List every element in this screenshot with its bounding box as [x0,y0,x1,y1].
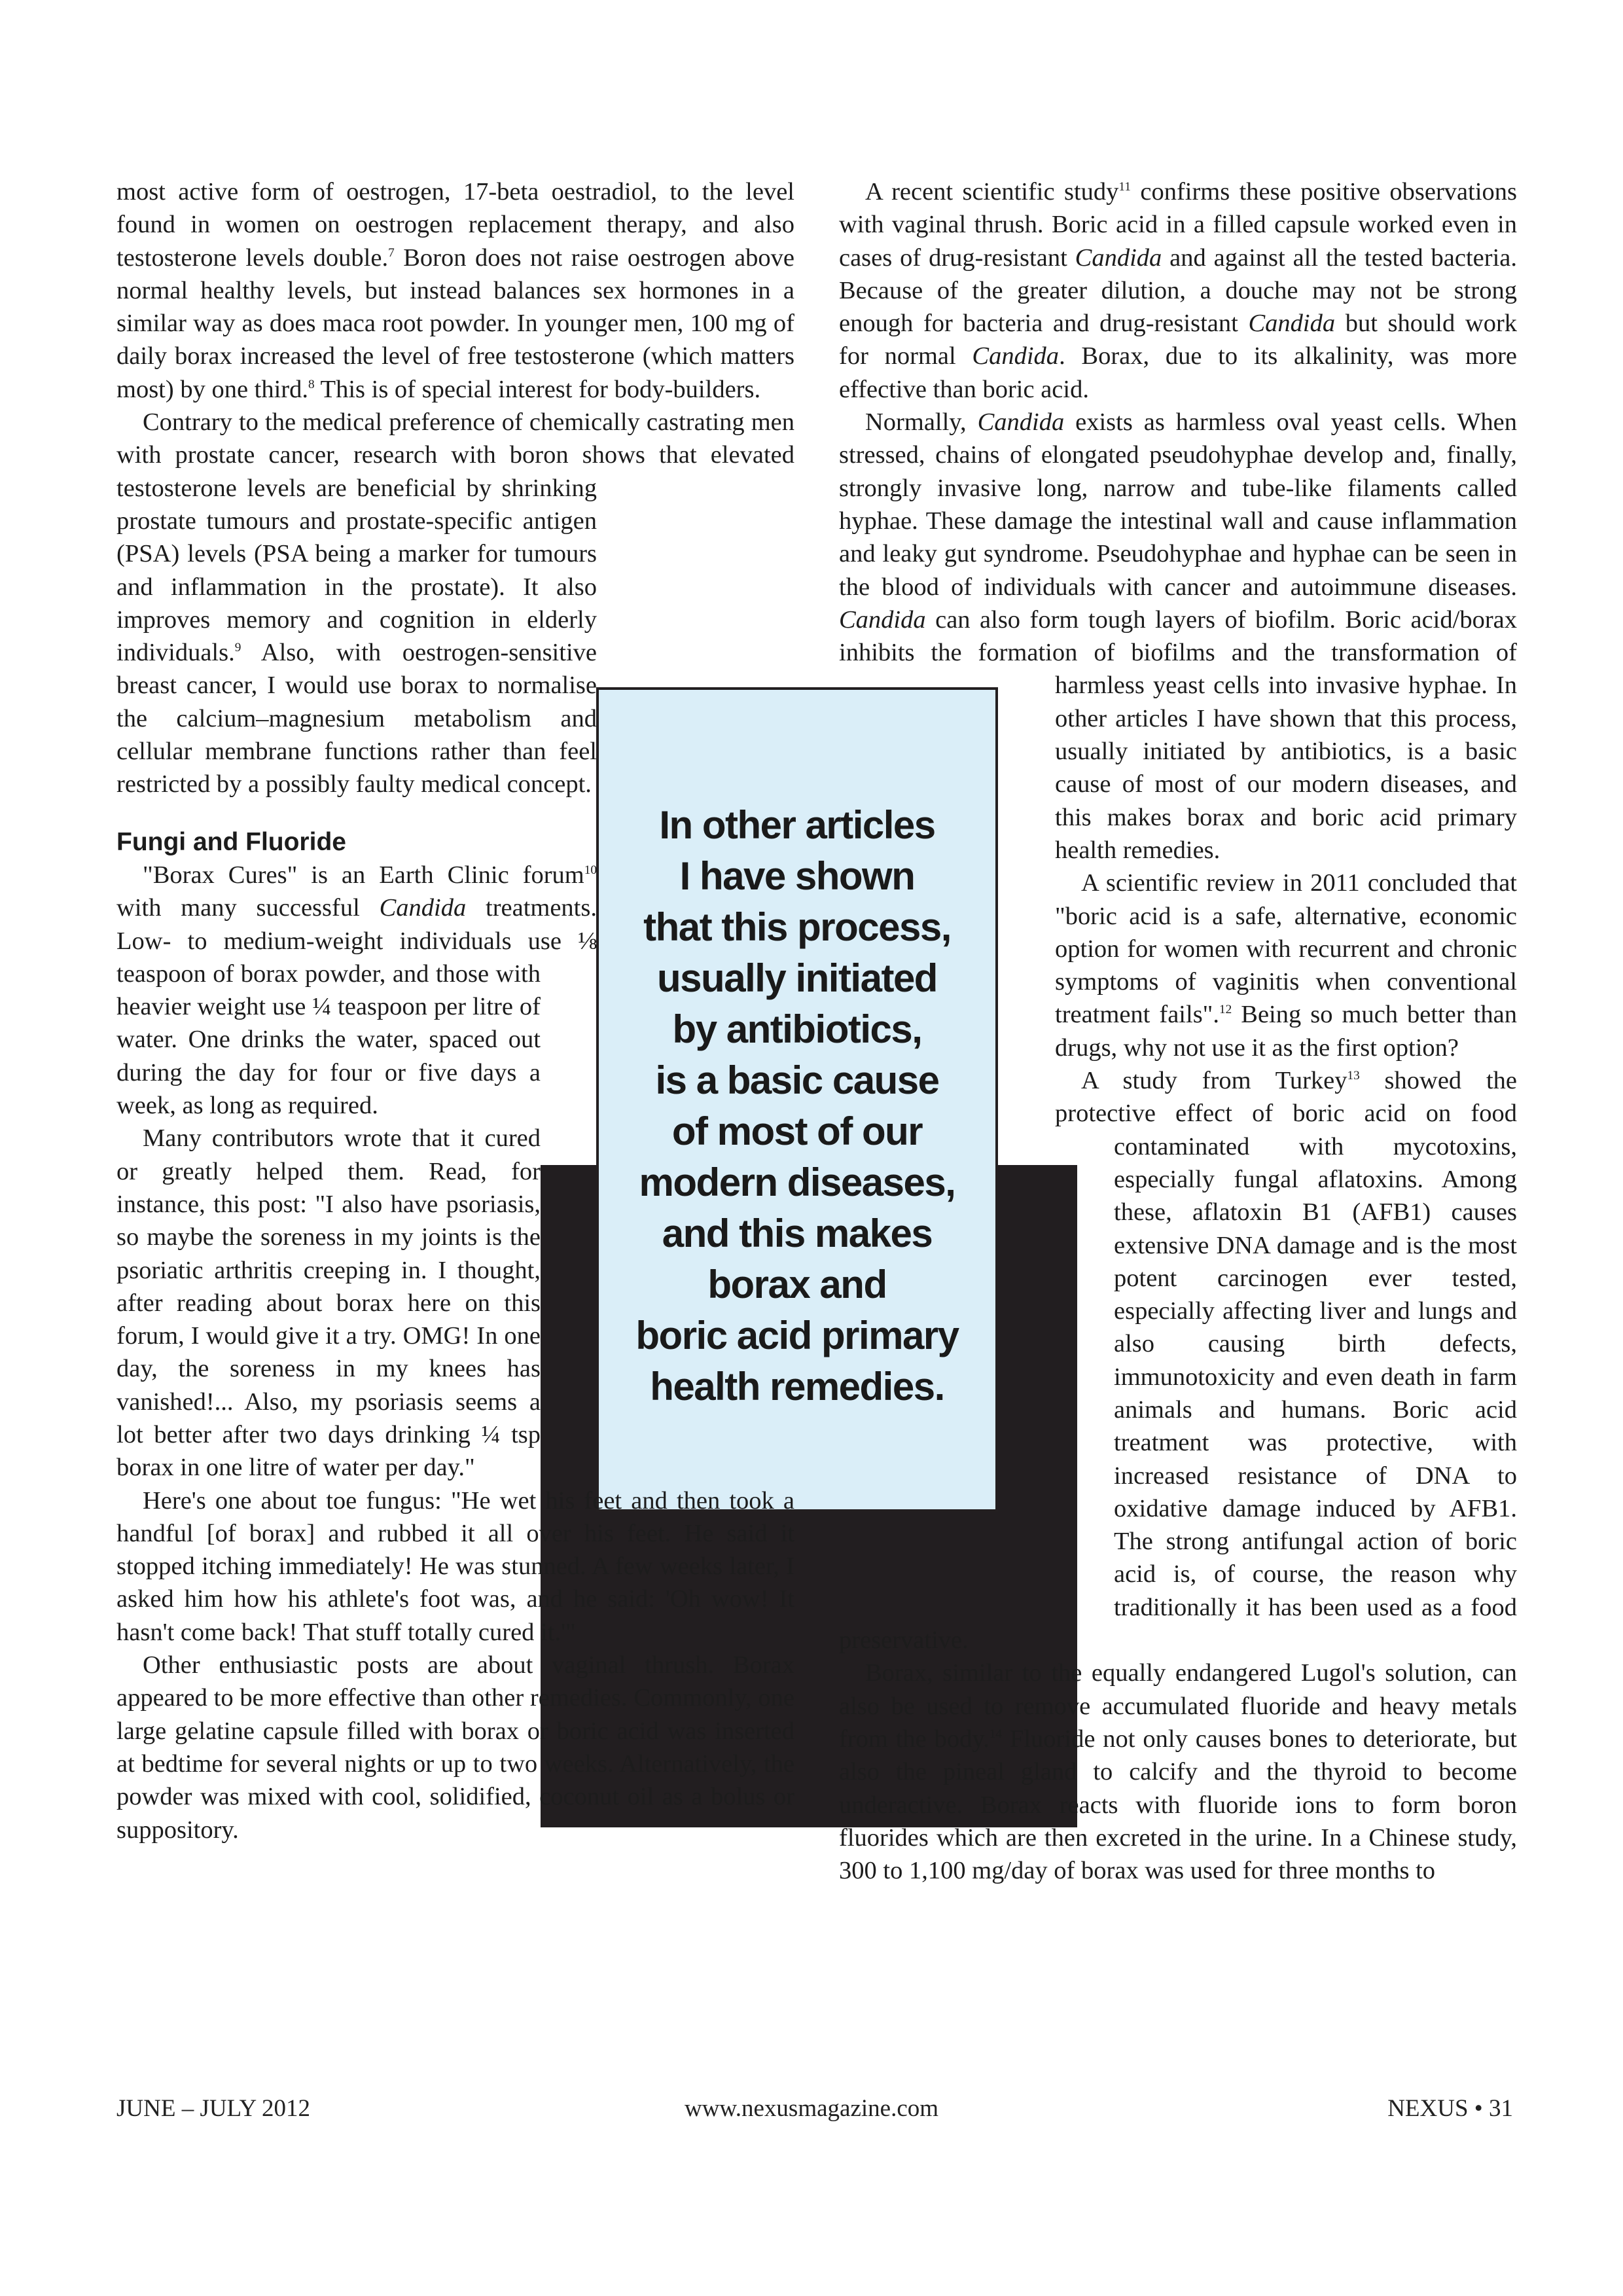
paragraph: Many contributors wrote that it cured or greatly helped them. Read, for instance, this post: "I also have psoriasis, so maybe the soreness in my joints is the psoriatic arthritis creeping in. I thought, after reading about borax here on this forum, I would give it a try. OMG! In one day, the soreness in my knees has vanished!... Also, my psoriasis seems a lot better after two days drinking ¼ tsp borax in one litre of water per day." [116,1124,541,1482]
paragraph: Other enthusiastic posts are about vaginal thrush. Borax appeared to be more effective than other remedies. Commonly, one large gelatine capsule filled with borax or boric acid was inserted at bedtime for several nights or up to two weeks. Alternatively, the powder was mixed with cool, solidified, coconut oil as a bolus or suppository. [116,1651,794,1844]
paragraph: most active form of oestrogen, 17-beta oestradiol, to the level found in women on oestrogen replacement therapy, and also testosterone levels double.$^7$ Boron does not raise oestrogen above normal healthy levels, but instead balances sex hormones in a similar way as does maca root powder. In younger men, 100 mg of daily borax increased the level of free testosterone (which matters most) by one third.$^8$ This is of special interest for body-builders. [116,178,795,403]
paragraph: A recent scientific study$^{11}$ confirms these positive observations with vaginal thrush. Boric acid in a filled capsule worked even in cases of drug-resistant Candida and against all the tested bacteria. Because of the greater dilution, a douche may not be strong enough for bacteria and drug-resistant Candida but should work for normal Candida. Borax, due to its alkalinity, was more effective than boric acid. [839,178,1518,403]
paragraph: A scientific review in 2011 concluded that "boric acid is a safe, alternative, economic option for women with recurrent and chronic symptoms of vaginitis when conventional treatment fails".$^{12}$ Being so much better than drugs, why not use it as the first option? [1055,869,1517,1062]
paragraph: Contrary to the medical preference of chemically castrating men with prostate cancer, research with boron shows that elevated testosterone levels are beneficial by shrinking prostate tumours and prostate-specific antigen (PSA) levels (PSA being a marker for tumours and inflammation in the prostate). It also improves memory and cognition in elderly individuals.$^9$ Also, with oestrogen-sensitive breast cancer, I would use borax to normalise the calcium–magnesium metabolism and cellular membrane functions rather than feel restricted by a possibly faulty medical concept. [116,408,794,798]
footer-page-number: NEXUS • 31 [1387,2095,1513,2122]
paragraph: Borax, similar to the equally endangered Lugol's solution, can also be used to remove accumulated fluoride and heavy metals from the body.$^{14}$ Fluoride not only causes bones to deteriorate, but also the pineal gland to calcify and the thyroid to become underactive. Borax reacts with fluoride ions to form boron fluorides which are then excreted in the urine. In a Chinese study, 300 to 1,100 mg/day of borax was used for three months to [839,1659,1517,1885]
paragraph: Here's one about toe fungus: "He wet his feet and then took a handful [of borax] and rubbed it all over his feet. He said it stopped itching immediately! He was stunned. A few weeks later, I asked him how his athlete's foot was, and he said: 'Oh wow! It hasn't come back! That stuff totally cured it.'" [116,1486,794,1646]
paragraph: Normally, Candida exists as harmless oval yeast cells. When stressed, chains of elongated pseudohyphae develop and, finally, strongly invasive long, narrow and tube-like filaments called hyphae. These damage the intestinal wall and cause inflammation and leaky gut syndrome. Pseudohyphae and hyphae can be seen in the blood of individuals with cancer and autoimmune diseases. Candida can also form tough layers of biofilm. Boric acid/borax inhibits the formation of biofilms and the transformation of harmless yeast cells into invasive hyphae. In other articles I have shown that this process, usually initiated by antibiotics, is a basic cause of most of our modern diseases, and this makes borax and boric acid primary health remedies. [839,408,1517,864]
paragraph: "Borax Cures" is an Earth Clinic forum$^{10}$ with many successful Candida treatments. Low- to medium-weight individuals use ⅛ teaspoon of borax powder, and those with heavier weight use ¼ teaspoon per litre of water. One drinks the water, spaced out during the day for four or five days a week, as long as required. [116,861,597,1120]
paragraph: A study from Turkey$^{13}$ showed the protective effect of boric acid on food contaminated with mycotoxins, especially fungal aflatoxins. Among these, aflatoxin B1 (AFB1) causes extensive DNA damage and is the most potent carcinogen ever tested, especially affecting liver and lungs and also causing birth defects, immunotoxicity and even death in farm animals and humans. Boric acid treatment was protective, with increased resistance of DNA to oxidative damage induced by AFB1. The strong antifungal action of boric acid is, of course, the reason why traditionally it has been used as a food preservative. [839,1067,1517,1655]
pull-quote-text: In other articles I have shown that this process, usually initiated by antibiotics, is a basic cause of most of our modern diseases, and this makes borax and boric acid primary health remedies. [635,803,959,1408]
footer-website: www.nexusmagazine.com [684,2095,939,2122]
section-heading: Fungi and Fluoride [116,827,346,856]
left-column [116,175,794,1846]
right-column [839,175,1517,1887]
footer-issue-date: JUNE – JULY 2012 [116,2095,311,2122]
